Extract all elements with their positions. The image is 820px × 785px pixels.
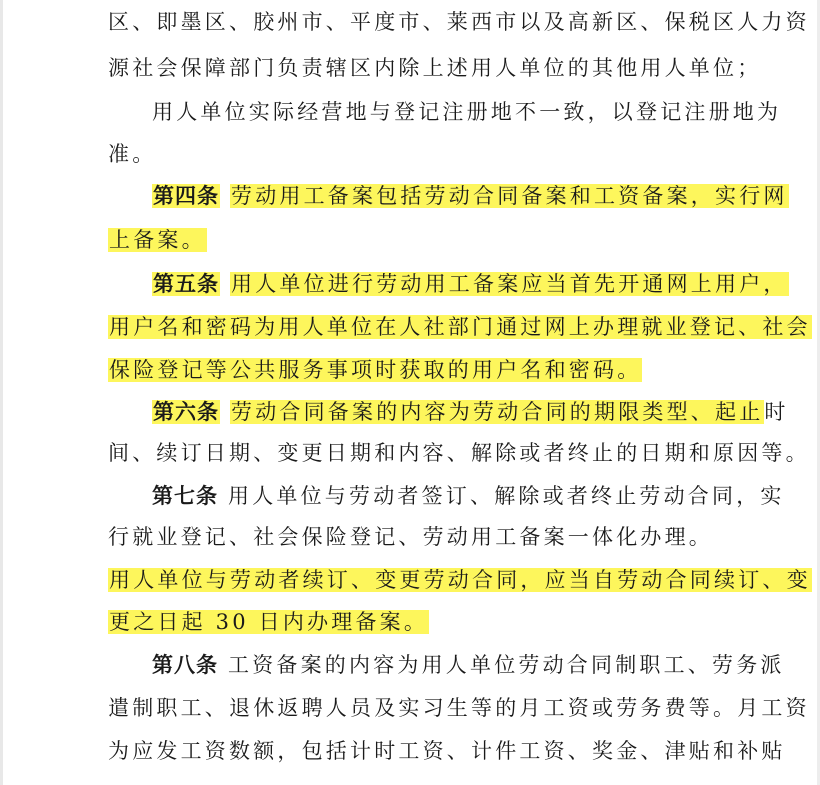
article-label: 第五条 xyxy=(153,272,219,296)
text-line: 准。 xyxy=(108,142,157,166)
article-5-line xyxy=(152,262,789,306)
article-6-line xyxy=(152,390,789,434)
article-4-line xyxy=(152,174,789,218)
article-label: 第八条 xyxy=(152,653,218,677)
highlighted-text: 更之日起 30 日内办理备案。 xyxy=(109,610,429,634)
highlighted-text: 用人单位与劳动者续订、变更劳动合同，应当自劳动合同续订、变 xyxy=(109,568,811,592)
text-line xyxy=(108,218,207,262)
highlighted-text: 用人单位进行劳动用工备案应当首先开通网上用户， xyxy=(231,272,788,296)
highlighted-text: 上备案。 xyxy=(109,228,206,252)
text-line xyxy=(108,305,812,349)
highlighted-text: 用户名和密码为用人单位在人社部门通过网上办理就业登记、社会 xyxy=(109,315,811,339)
article-label: 第四条 xyxy=(153,184,219,208)
text-rest: 时 xyxy=(764,400,789,424)
highlighted-text: 劳动合同备案的内容为劳动合同的期限类型、起止 xyxy=(231,400,764,424)
article-label: 第七条 xyxy=(152,484,218,508)
text-line xyxy=(108,558,812,602)
text-line: 用人单位实际经营地与登记注册地不一致，以登记注册地为 xyxy=(152,100,782,124)
highlighted-text: 劳动用工备案包括劳动合同备案和工资备案，实行网 xyxy=(231,184,788,208)
article-label: 第六条 xyxy=(153,400,219,424)
text-line: 遣制职工、退休返聘人员及实习生等的月工资或劳务费等。月工资 xyxy=(108,696,810,720)
article-text: 用人单位与劳动者签订、解除或者终止劳动合同，实 xyxy=(228,484,785,508)
text-line: 为应发工资数额，包括计时工资、计件工资、奖金、津贴和补贴 xyxy=(108,739,786,763)
text-line xyxy=(108,348,642,392)
text-line: 行就业登记、社会保险登记、劳动用工备案一体化办理。 xyxy=(108,525,713,549)
article-7-line xyxy=(152,474,785,518)
article-8-line xyxy=(152,643,785,687)
text-line: 源社会保障部门负责辖区内除上述用人单位的其他用人单位； xyxy=(108,56,762,80)
article-text: 工资备案的内容为用人单位劳动合同制职工、劳务派 xyxy=(228,653,785,677)
text-line: 间、续订日期、变更日期和内容、解除或者终止的日期和原因等。 xyxy=(108,441,810,465)
text-line xyxy=(108,600,429,644)
text-line: 区、即墨区、胶州市、平度市、莱西市以及高新区、保税区人力资 xyxy=(108,10,810,34)
page-edge-left xyxy=(0,0,3,785)
highlighted-text: 保险登记等公共服务事项时获取的用户名和密码。 xyxy=(109,358,642,382)
